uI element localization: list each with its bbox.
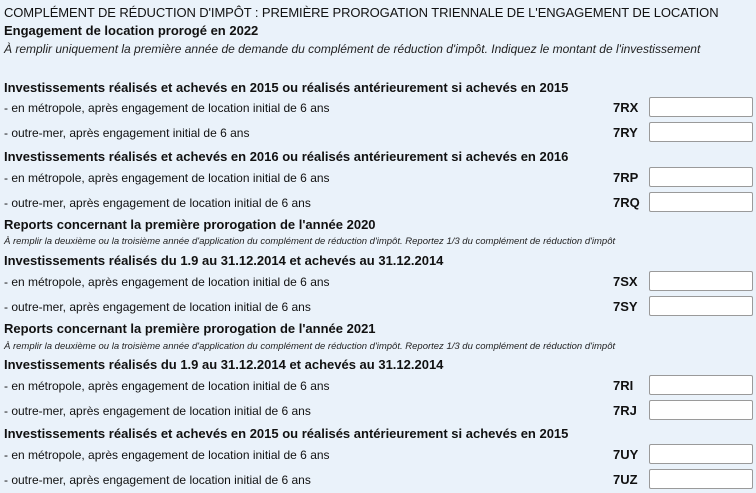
amount-input-7SX[interactable] <box>649 271 753 291</box>
amount-input-7RI[interactable] <box>649 375 753 395</box>
amount-input-7UZ[interactable] <box>649 469 753 489</box>
row-label: - outre-mer, après engagement de location initial de 6 ans <box>4 196 311 210</box>
row-label: - en métropole, après engagement de location initial de 6 ans <box>4 448 330 462</box>
row-label: - en métropole, après engagement de location initial de 6 ans <box>4 275 330 289</box>
section-heading: Investissements réalisés et achevés en 2015 ou réalisés antérieurement si achevés en 2015 <box>4 80 569 95</box>
form-row-7RQ <box>0 191 756 216</box>
box-code: 7UZ <box>613 472 638 487</box>
box-code: 7RX <box>613 100 639 115</box>
row-label: - outre-mer, après engagement de location initial de 6 ans <box>4 473 311 487</box>
box-code: 7RP <box>613 170 639 185</box>
section-heading: Reports concernant la première prorogation de l'année 2020 <box>4 217 376 232</box>
form-title: COMPLÉMENT DE RÉDUCTION D'IMPÔT : PREMIÈRE PROROGATION TRIENNALE DE L'ENGAGEMENT DE LOCATION <box>4 5 719 20</box>
amount-input-7RP[interactable] <box>649 167 753 187</box>
form-row-7SX <box>0 270 756 295</box>
section-note: À remplir la deuxième ou la troisième année d'application du complément de réduction d'impôt. Reportez 1/3 du complément de réduction d'impôt <box>4 236 616 247</box>
form-row-7RJ <box>0 399 756 424</box>
section-heading: Investissements réalisés du 1.9 au 31.12.2014 et achevés au 31.12.2014 <box>4 357 444 372</box>
amount-input-7SY[interactable] <box>649 296 753 316</box>
row-label: - en métropole, après engagement de location initial de 6 ans <box>4 101 330 115</box>
box-code: 7RI <box>613 378 634 393</box>
form-row-7RP <box>0 166 756 191</box>
form-row-7RX <box>0 96 756 121</box>
amount-input-7RJ[interactable] <box>649 400 753 420</box>
amount-input-7RQ[interactable] <box>649 192 753 212</box>
row-label: - outre-mer, après engagement initial de 6 ans <box>4 126 250 140</box>
box-code: 7UY <box>613 447 639 462</box>
form-row-7RY <box>0 121 756 146</box>
section-heading: Reports concernant la première prorogation de l'année 2021 <box>4 321 376 336</box>
form-row-7SY <box>0 295 756 320</box>
box-code: 7RJ <box>613 403 637 418</box>
section-heading: Engagement de location prorogé en 2022 <box>4 23 259 38</box>
section-heading: Investissements réalisés et achevés en 2016 ou réalisés antérieurement si achevés en 2016 <box>4 149 569 164</box>
section-note: À remplir uniquement la première année de demande du complément de réduction d'impôt. Indiquez le montant de l'investissement <box>4 42 701 56</box>
section-heading: Investissements réalisés du 1.9 au 31.12.2014 et achevés au 31.12.2014 <box>4 253 444 268</box>
form-row-7UY <box>0 443 756 468</box>
box-code: 7RY <box>613 125 638 140</box>
row-label: - outre-mer, après engagement de location initial de 6 ans <box>4 300 311 314</box>
form-row-7UZ <box>0 468 756 493</box>
section-note: À remplir la deuxième ou la troisième année d'application du complément de réduction d'impôt. Reportez 1/3 du complément de réduction d'impôt <box>4 341 616 352</box>
row-label: - en métropole, après engagement de location initial de 6 ans <box>4 171 330 185</box>
section-heading: Investissements réalisés et achevés en 2015 ou réalisés antérieurement si achevés en 2015 <box>4 426 569 441</box>
form-row-7RI <box>0 374 756 399</box>
amount-input-7RX[interactable] <box>649 97 753 117</box>
box-code: 7SX <box>613 274 638 289</box>
box-code: 7SY <box>613 299 638 314</box>
amount-input-7UY[interactable] <box>649 444 753 464</box>
row-label: - en métropole, après engagement de location initial de 6 ans <box>4 379 330 393</box>
row-label: - outre-mer, après engagement de location initial de 6 ans <box>4 404 311 418</box>
amount-input-7RY[interactable] <box>649 122 753 142</box>
box-code: 7RQ <box>613 195 640 210</box>
